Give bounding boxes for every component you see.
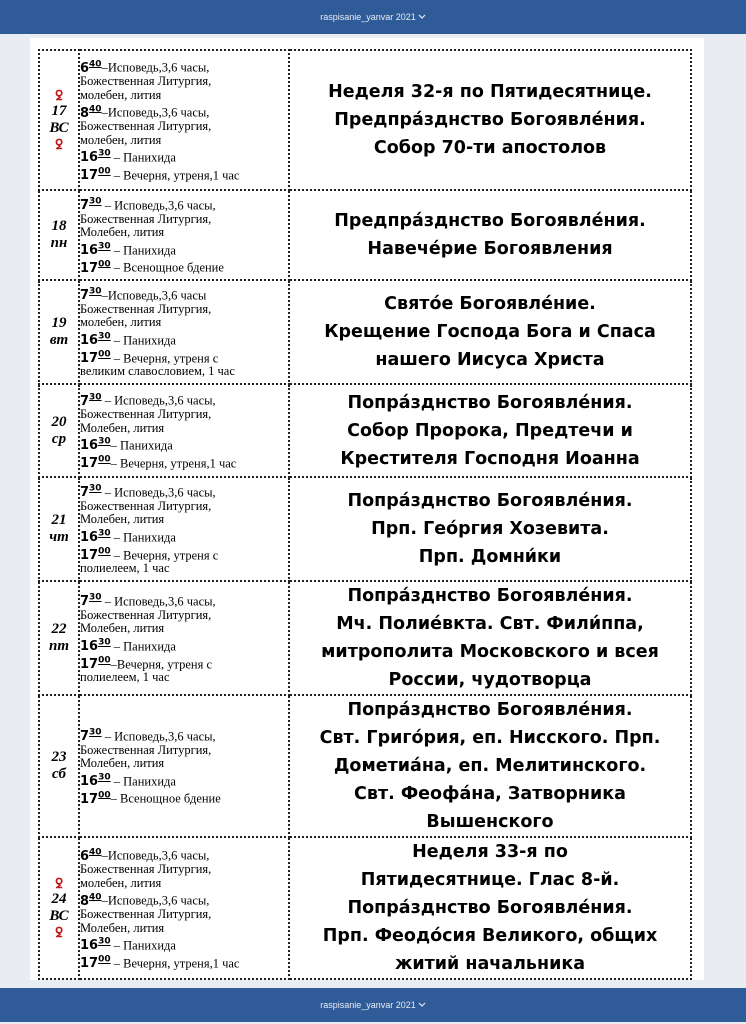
feast-cell [289,190,691,280]
services-cell [79,837,289,979]
feast-line: Неделя 32-я по Пятидесятнице. [328,82,652,102]
service-text: – Исповедь,3,6 часы, [101,393,216,408]
service-text: – Панихида [110,530,176,545]
service-minutes: 00 [98,954,111,965]
service-line [80,863,288,877]
service-text: – Панихида [110,773,176,788]
service-text: великим славословием, 1 час [80,365,235,379]
service-minutes: 30 [89,392,102,403]
services-cell [79,50,289,190]
feast-line: Прп. Феодóсия Великого, общих [322,926,658,946]
service-hour: 17 [80,168,99,183]
service-line [80,196,288,213]
service-text: – Всенощное бдение [110,791,221,806]
feast-line: Попрáзднство Богоявлéния. [347,898,633,918]
day-number: 17 [51,103,67,119]
service-line [80,226,288,240]
service-hour: 16 [80,773,99,789]
weekday: пн [50,235,68,251]
feast-cell [289,477,691,581]
feast-line: Крестителя Господня Иоанна [340,448,640,469]
service-minutes: 30 [89,484,102,494]
service-hour: 7 [80,198,90,213]
service-text: – Панихида [110,938,176,953]
service-hour: 16 [80,530,99,545]
service-hour: 16 [80,333,99,348]
service-minutes: 30 [89,593,102,603]
service-minutes: 40 [89,892,102,903]
service-text: полиелеем, 1 час [80,562,170,576]
service-minutes: 30 [98,637,111,648]
service-line [80,513,288,527]
schedule-row [39,581,691,695]
service-text: Божественная Литургия, [80,863,212,877]
feast-cell [289,581,691,695]
service-time [80,792,111,807]
service-line [80,877,288,891]
service-line [80,436,288,453]
services-cell [79,695,289,837]
service-minutes: 00 [98,790,111,801]
service-minutes: 30 [98,331,111,342]
service-time [80,261,111,276]
feast-line: Крещение Господа Бога и Спаса [324,322,656,342]
service-time [80,530,111,545]
service-time [80,774,111,789]
service-line [80,500,288,514]
service-text: – Панихида [110,333,176,348]
service-minutes: 30 [89,196,102,207]
schedule-row [39,695,691,837]
service-text: – Всенощное бдение [110,260,224,275]
service-line [80,562,288,576]
service-minutes: 00 [98,259,111,270]
service-line [80,148,288,165]
service-minutes: 30 [98,937,111,947]
service-line [80,213,288,227]
service-time [80,198,102,213]
service-line [80,258,288,275]
day-cell [39,477,79,581]
service-line [80,891,288,908]
service-text: – Исповедь,3,6 часы, [101,594,216,609]
service-line [80,655,288,672]
service-hour: 16 [80,438,99,453]
service-text: – Вечерня, утреня,1 час [110,956,240,971]
service-time [80,394,102,409]
service-line [80,303,288,317]
feast-line: Прп. Геóргия Хозевита. [371,519,609,539]
service-line [80,954,288,971]
service-line [80,622,288,636]
feast-line: Прп. Домни́ки [418,547,562,567]
services-cell [79,581,289,695]
service-line [80,166,288,183]
feast-mark-icon: ꝿ [55,88,63,103]
service-time [80,594,102,609]
service-text: – Панихида [110,150,176,165]
service-text: Молебен, лития [80,513,165,527]
service-time [80,243,111,258]
service-text: молебен, лития [80,133,162,147]
service-minutes: 30 [89,287,102,297]
service-text: Божественная Литургия, [80,302,212,316]
service-time [80,639,111,654]
service-text: – Вечерня, утреня,1 час [110,168,240,183]
feast-line: Попрáзднство Богоявлéния. [347,586,633,606]
service-line [80,772,288,789]
schedule-table [38,49,692,980]
service-text: Молебен, лития [80,622,165,636]
service-text: полиелеем, 1 час [80,671,170,685]
feast-line: Предпрáзднство Богоявлéния. [334,211,646,231]
service-text: – Вечерня, утреня с [110,350,219,365]
service-text: – Панихида [110,242,176,257]
feast-line: Неделя 33-я по [412,842,568,862]
service-minutes: 30 [98,149,111,159]
feast-cell [289,837,691,979]
services-cell [79,477,289,581]
feast-line: Навечéрие Богоявления [367,239,613,259]
services-cell [79,190,289,280]
service-minutes: 40 [89,59,102,70]
service-line [80,316,288,330]
service-hour: 17 [80,656,99,672]
service-hour: 8 [80,105,90,120]
service-text: молебен, лития [80,316,162,330]
service-hour: 6 [80,848,90,864]
service-text: – Вечерня, утреня с [110,547,219,562]
service-hour: 17 [80,456,99,471]
feast-line: митрополита Московского и всея [321,642,659,662]
chevron-down-icon [418,1002,426,1008]
service-text: Божественная Литургия, [80,743,212,757]
service-hour: 8 [80,893,90,908]
service-time [80,938,111,953]
document-title-dropdown-bottom[interactable] [320,1000,426,1010]
service-line [80,546,288,563]
day-cell [39,384,79,477]
service-minutes: 00 [98,655,111,666]
weekday: ср [51,430,67,447]
service-time [80,657,111,672]
day-number: 23 [51,749,67,765]
service-text: –Вечерня, утреня с [110,656,212,671]
service-hour: 16 [80,150,99,165]
service-hour: 16 [80,938,99,953]
service-text: –Исповедь,3,6 часы, [101,893,210,908]
feast-line: Вышенского [426,812,554,832]
service-line [80,744,288,758]
service-line [80,483,288,500]
service-text: Божественная Литургия, [80,120,212,133]
service-minutes: 00 [98,546,111,557]
feast-line: житий начальника [394,954,586,974]
feast-cell [289,695,691,837]
service-minutes: 30 [98,437,111,448]
service-line [80,331,288,348]
weekday: сб [52,766,66,782]
service-time [80,956,111,971]
service-line [80,454,288,471]
service-hour: 16 [80,639,99,654]
service-line [80,609,288,623]
day-number: 20 [51,413,67,430]
weekday: пт [48,638,69,654]
service-hour: 16 [80,242,99,258]
service-text: молебен, лития [80,88,162,102]
service-minutes: 30 [98,772,111,783]
feast-line: Мч. Полиéвкта. Свт. Фили́ппа, [336,614,644,634]
service-minutes: 00 [98,349,111,360]
service-time [80,548,111,563]
service-text: –Исповедь,3,6 часы [101,288,207,303]
service-time [80,288,102,303]
service-line [80,103,288,120]
service-line [80,637,288,654]
document-title-bottom: raspisanie_yanvar 2021 [320,1000,416,1010]
service-text: Божественная Литургия, [80,212,212,226]
service-text: Молебен, лития [80,921,165,935]
feast-cell [289,50,691,190]
service-time [80,485,102,500]
feast-line: Попрáзднство Богоявлéния. [347,392,633,413]
service-line [80,134,288,148]
day-number: 22 [51,621,67,637]
service-line [80,727,288,744]
service-text: – Панихида [110,639,176,654]
service-line [80,120,288,134]
service-hour: 7 [80,594,90,609]
feast-line: Дометиáна, еп. Мелитинского. [333,756,647,776]
day-number: 21 [51,512,67,528]
service-hour: 7 [80,729,90,744]
schedule-row [39,50,691,190]
schedule-row [39,190,691,280]
service-line [80,908,288,922]
feast-line: Свт. Феофáна, Затворника [354,784,626,804]
service-hour: 7 [80,393,90,409]
service-line [80,528,288,545]
day-number: 19 [51,315,67,331]
feast-line: Пятидесятнице. Глас 8-й. [360,870,620,890]
service-hour: 17 [80,956,99,971]
service-minutes: 00 [98,454,111,465]
day-number: 24 [51,891,67,907]
feast-cell [289,384,691,477]
service-time [80,438,111,453]
feast-mark-icon: ꝿ [55,925,63,940]
weekday: вт [49,332,69,348]
service-line [80,922,288,936]
feast-mark-icon: ꝿ [55,876,63,891]
day-number: 18 [51,218,67,234]
services-cell [79,384,289,477]
chevron-down-icon [418,14,426,20]
service-line [80,241,288,258]
service-time [80,351,111,366]
service-line [80,391,288,408]
service-text: – Исповедь,3,6 часы, [101,485,216,500]
day-cell [39,50,79,190]
service-hour: 17 [80,791,99,807]
service-text: Божественная Литургия, [80,608,212,622]
service-line [80,936,288,953]
service-line [80,422,288,436]
service-time [80,729,102,744]
service-hour: 7 [80,288,90,303]
weekday: ВС [49,908,69,924]
service-hour: 17 [80,547,99,563]
service-line [80,286,288,303]
service-time [80,150,111,165]
service-line [80,75,288,89]
day-cell [39,280,79,384]
schedule-row [39,384,691,477]
service-minutes: 00 [98,166,111,177]
services-cell [79,280,289,384]
service-text: Божественная Литургия, [80,499,212,513]
document-title: raspisanie_yanvar 2021 [320,12,416,22]
feast-line: Попрáзднство Богоявлéния. [347,491,633,511]
service-time [80,168,111,183]
service-minutes: 40 [89,847,102,858]
service-minutes: 30 [98,528,111,539]
service-line [80,757,288,771]
day-cell [39,695,79,837]
top-toolbar [0,0,746,34]
service-hour: 17 [80,350,99,366]
day-cell [39,190,79,280]
service-line [80,58,288,75]
feast-line: Попрáзднство Богоявлéния. [347,700,633,720]
schedule-row [39,477,691,581]
service-hour: 6 [80,60,90,76]
feast-line: нашего Иисуса Христа [375,350,605,370]
service-text: Молебен, лития [80,226,165,240]
service-text: Божественная Литургия, [80,908,212,921]
service-text: – Панихида [110,438,173,453]
service-line [80,365,288,379]
feast-mark-icon: ꝿ [55,137,63,152]
service-minutes: 40 [89,104,102,115]
service-line [80,408,288,422]
feast-line: России, чудотворца [388,670,592,690]
service-text: –Исповедь,3,6 часы, [101,848,210,863]
service-text: Молебен, лития [80,421,165,435]
service-line [80,89,288,103]
service-text: – Исповедь,3,6 часы, [101,198,216,213]
service-minutes: 30 [98,241,111,252]
service-line [80,846,288,863]
service-line [80,349,288,366]
service-text: Молебен, лития [80,757,165,771]
service-text: Божественная Литургия, [80,75,212,89]
day-cell [39,837,79,979]
feast-line: Собор 70-ти апостолов [373,138,607,158]
day-cell [39,581,79,695]
bottom-toolbar [0,988,746,1022]
service-time [80,894,102,909]
schedule-row [39,837,691,979]
service-time [80,61,102,76]
service-time [80,456,111,471]
service-text: Божественная Литургия, [80,408,212,422]
service-time [80,849,102,864]
feast-line: Собор Пророка, Предтечи и [347,420,633,441]
schedule-row [39,280,691,384]
service-hour: 7 [80,485,90,500]
service-line [80,671,288,685]
feast-cell [289,280,691,384]
service-line [80,592,288,609]
feast-line: Свт. Григóрия, еп. Нисского. Прп. [319,728,661,748]
service-text: молебен, лития [80,876,162,890]
service-hour: 17 [80,260,99,276]
weekday: ВС [49,120,69,136]
service-time [80,106,102,121]
document-title-dropdown[interactable] [320,12,426,22]
service-text: – Вечерня, утреня,1 час [110,456,237,471]
service-text: – Исповедь,3,6 часы, [101,729,216,744]
service-text: –Исповедь,3,6 часы, [101,60,210,75]
service-line [80,789,288,806]
feast-line: Святóе Богоявлéние. [384,294,596,314]
service-minutes: 30 [89,727,102,738]
weekday: чт [49,529,69,545]
service-time [80,333,111,348]
feast-line: Предпрáзднство Богоявлéния. [334,110,646,130]
service-text: –Исповедь,3,6 часы, [101,105,210,120]
